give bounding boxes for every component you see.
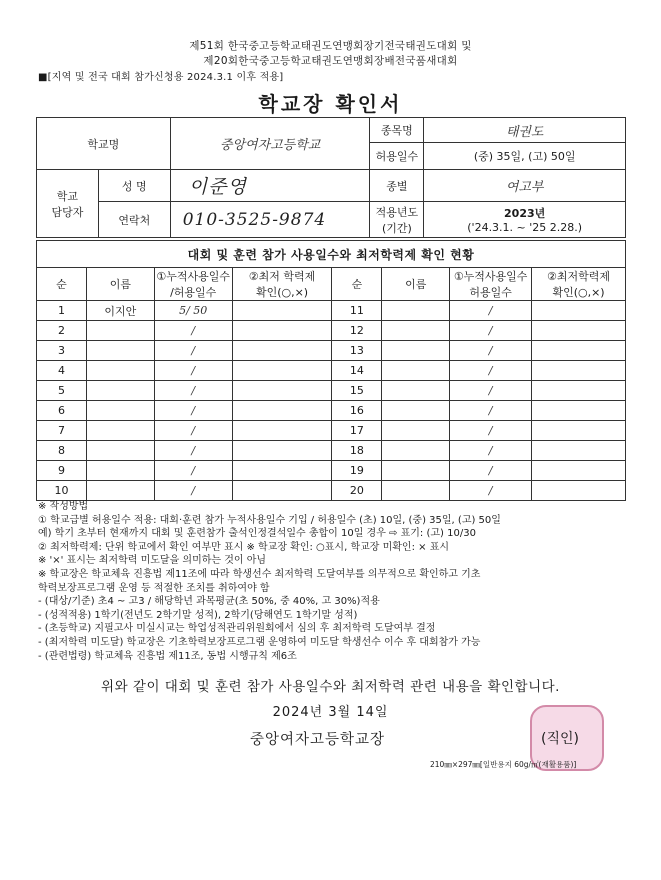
row-days-right: / (450, 421, 532, 441)
period-value: ('24.3.1. ~ '25 2.28.) (467, 221, 583, 234)
row-no-left: 1 (37, 301, 87, 321)
instruction-line: ※ 작성방법 (38, 501, 89, 512)
row-days-left: / (154, 321, 232, 341)
table-row (37, 381, 626, 401)
row-check-left (232, 301, 332, 321)
row-no-right: 17 (332, 421, 382, 441)
days-value: (중) 35일, (고) 50일 (424, 143, 626, 170)
year-label (370, 202, 424, 238)
row-days-left: / (154, 341, 232, 361)
info-table (36, 117, 626, 238)
instruction-line: - (관련법령) 학교체육 진흥법 제11조, 동법 시행규칙 제6조 (38, 650, 297, 662)
name-value: 이준영 (170, 170, 370, 202)
col-check-right-2: 확인(○,×) (552, 286, 605, 299)
row-days-right: / (450, 301, 532, 321)
row-name-right (382, 381, 450, 401)
seal-label: (직인) (541, 731, 579, 747)
instruction-line: - (최저학력 미도달) 학교장은 기초학력보장프로그램 운영하여 미도달 학생선수 이수 후 대회참가 가능 (38, 636, 481, 648)
row-name-left (86, 461, 154, 481)
row-no-right: 15 (332, 381, 382, 401)
name-label: 성 명 (98, 170, 170, 202)
row-name-right (382, 401, 450, 421)
row-days-left: 5/ 50 (154, 301, 232, 321)
row-check-right (532, 401, 626, 421)
row-check-right (532, 301, 626, 321)
row-no-right: 12 (332, 321, 382, 341)
applicability-tag: ■[지역 및 전국 대회 참가신청용 2024.3.1 이후 적용] (38, 72, 284, 83)
instruction-line: - (성적적용) 1학기(전년도 2학기말 성적), 2학기(당해연도 1학기말 성적) (38, 609, 358, 621)
row-name-left (86, 441, 154, 461)
event-label: 종목명 (370, 118, 424, 143)
col-days-left-2: /허용일수 (170, 286, 217, 299)
row-check-left (232, 361, 332, 381)
row-name-right (382, 301, 450, 321)
instruction-line: ※ '×' 표시는 최저학력 미도달을 의미하는 것이 아님 (38, 555, 267, 567)
staff-label (37, 170, 99, 238)
row-no-left: 5 (37, 381, 87, 401)
row-days-left: / (154, 461, 232, 481)
event-value: 태권도 (424, 118, 626, 143)
school-label: 학교명 (37, 118, 171, 170)
row-check-right (532, 441, 626, 461)
contact-label: 연락처 (98, 202, 170, 238)
row-name-left: 이지안 (86, 301, 154, 321)
col-check-left-2: 확인(○,×) (255, 286, 309, 299)
col-days-right (450, 268, 532, 301)
row-days-left: / (154, 401, 232, 421)
col-no-left: 순 (37, 268, 87, 301)
staff-label-2: 담당자 (51, 205, 84, 219)
row-name-right (382, 421, 450, 441)
row-days-right: / (450, 321, 532, 341)
instruction-line: ※ 학교장은 학교체육 진흥법 제11조에 따라 학생선수 최저학력 도달여부를 의무적으로 확인하고 기초 (38, 568, 481, 580)
row-check-right (532, 361, 626, 381)
writing-instructions (38, 500, 628, 663)
row-check-right (532, 321, 626, 341)
row-days-right: / (450, 481, 532, 501)
year-value: 2023년 (504, 207, 546, 220)
row-days-left: / (154, 381, 232, 401)
row-no-right: 20 (332, 481, 382, 501)
year-label-2: (기간) (381, 221, 412, 235)
table-row (37, 481, 626, 501)
row-check-left (232, 461, 332, 481)
row-name-left (86, 361, 154, 381)
table-row (37, 341, 626, 361)
instruction-line: 예) 학기 초부터 현재까지 대회 및 훈련참가 출석인정결석일수 총합이 10일 경우 ⇨ 표기: (고) 10/30 (38, 528, 476, 540)
instruction-line: ② 최저학력제: 단위 학교에서 확인 여부만 표시 ※ 학교장 확인: ○표시, 학교장 미확인: × 표시 (38, 541, 450, 553)
col-days-right-1: ①누적사용일수 (453, 270, 528, 283)
school-value: 중앙여자고등학교 (170, 118, 370, 170)
document-title: 학교장 확인서 (258, 92, 403, 116)
col-name-right: 이름 (382, 268, 450, 301)
row-check-right (532, 461, 626, 481)
instruction-line: 학력보장프로그램 운영 등 적절한 조치를 취하여야 함 (38, 582, 270, 594)
row-no-left: 10 (37, 481, 87, 501)
header-line-2: 제20회한국중고등학교태권도연맹회장배전국품새대회 (203, 55, 458, 67)
row-check-left (232, 421, 332, 441)
row-no-left: 4 (37, 361, 87, 381)
table-row (37, 421, 626, 441)
participation-table (36, 240, 626, 501)
row-name-right (382, 361, 450, 381)
row-check-left (232, 481, 332, 501)
row-days-left: / (154, 481, 232, 501)
table-row (37, 461, 626, 481)
col-check-left-1: ②최저 학력제 (248, 270, 316, 283)
row-days-left: / (154, 361, 232, 381)
row-days-right: / (450, 441, 532, 461)
col-no-right: 순 (332, 268, 382, 301)
row-check-left (232, 341, 332, 361)
col-name-left: 이름 (86, 268, 154, 301)
row-days-left: / (154, 441, 232, 461)
row-no-right: 13 (332, 341, 382, 361)
row-no-left: 7 (37, 421, 87, 441)
table-row (37, 321, 626, 341)
row-name-left (86, 341, 154, 361)
row-name-right (382, 341, 450, 361)
row-name-right (382, 441, 450, 461)
table-row (37, 361, 626, 381)
principal-title: 중앙여자고등학교장 (250, 732, 386, 748)
row-no-left: 3 (37, 341, 87, 361)
col-days-right-2: 허용일수 (469, 286, 512, 299)
row-days-right: / (450, 401, 532, 421)
row-no-left: 2 (37, 321, 87, 341)
table-caption: 대회 및 훈련 참가 사용일수와 최저학력제 확인 현황 (37, 241, 626, 268)
contact-value: 010-3525-9874 (170, 202, 370, 238)
issue-date: 2024년 3월 14일 (272, 705, 389, 720)
row-days-right: / (450, 381, 532, 401)
instruction-line: - (초등학교) 지필고사 미실시교는 학업성적관리위원회에서 심의 후 최저학력 도달여부 결정 (38, 623, 436, 635)
row-check-right (532, 481, 626, 501)
row-name-left (86, 421, 154, 441)
row-check-left (232, 441, 332, 461)
gender-label: 종별 (370, 170, 424, 202)
row-days-left: / (154, 421, 232, 441)
row-name-left (86, 481, 154, 501)
table-row (37, 401, 626, 421)
row-no-left: 9 (37, 461, 87, 481)
instruction-line: ① 학교급별 허용일수 적용: 대회·훈련 참가 누적사용일수 기입 / 허용일수 (초) 10일, (중) 35일, (고) 50일 (38, 514, 501, 526)
row-name-right (382, 481, 450, 501)
col-check-right (532, 268, 626, 301)
table-header-row (37, 268, 626, 301)
header-line-1: 제51회 한국중고등학교태권도연맹회장기전국태권도대회 및 (189, 40, 472, 52)
year-label-1: 적용년도 (375, 205, 419, 219)
days-label: 허용일수 (370, 143, 424, 170)
row-name-right (382, 461, 450, 481)
row-name-left (86, 381, 154, 401)
row-check-right (532, 381, 626, 401)
row-no-right: 14 (332, 361, 382, 381)
confirmation-statement: 위와 같이 대회 및 훈련 참가 사용일수와 최저학력 관련 내용을 확인합니다. (101, 679, 560, 695)
row-no-right: 19 (332, 461, 382, 481)
row-check-right (532, 341, 626, 361)
row-check-left (232, 321, 332, 341)
row-no-right: 18 (332, 441, 382, 461)
col-check-left (232, 268, 332, 301)
row-check-right (532, 421, 626, 441)
row-no-left: 8 (37, 441, 87, 461)
row-days-right: / (450, 361, 532, 381)
year-value-cell (424, 202, 626, 238)
col-days-left (154, 268, 232, 301)
row-no-right: 11 (332, 301, 382, 321)
instruction-line: - (대상/기준) 초4 ~ 고3 / 해당학년 과목평균(초 50%, 중 40%, 고 30%)적용 (38, 596, 380, 608)
row-name-left (86, 321, 154, 341)
staff-label-1: 학교 (56, 189, 79, 203)
row-check-left (232, 381, 332, 401)
row-no-right: 16 (332, 401, 382, 421)
row-no-left: 6 (37, 401, 87, 421)
gender-value: 여고부 (424, 170, 626, 202)
row-days-right: / (450, 341, 532, 361)
table-row (37, 301, 626, 321)
paper-spec: 210㎜×297㎜[일반용지 60g/㎡(재활용품)] (430, 760, 577, 769)
row-name-left (86, 401, 154, 421)
row-check-left (232, 401, 332, 421)
row-days-right: / (450, 461, 532, 481)
row-name-right (382, 321, 450, 341)
col-check-right-1: ②최저학력제 (547, 270, 611, 283)
col-days-left-1: ①누적사용일수 (156, 270, 230, 283)
table-row (37, 441, 626, 461)
